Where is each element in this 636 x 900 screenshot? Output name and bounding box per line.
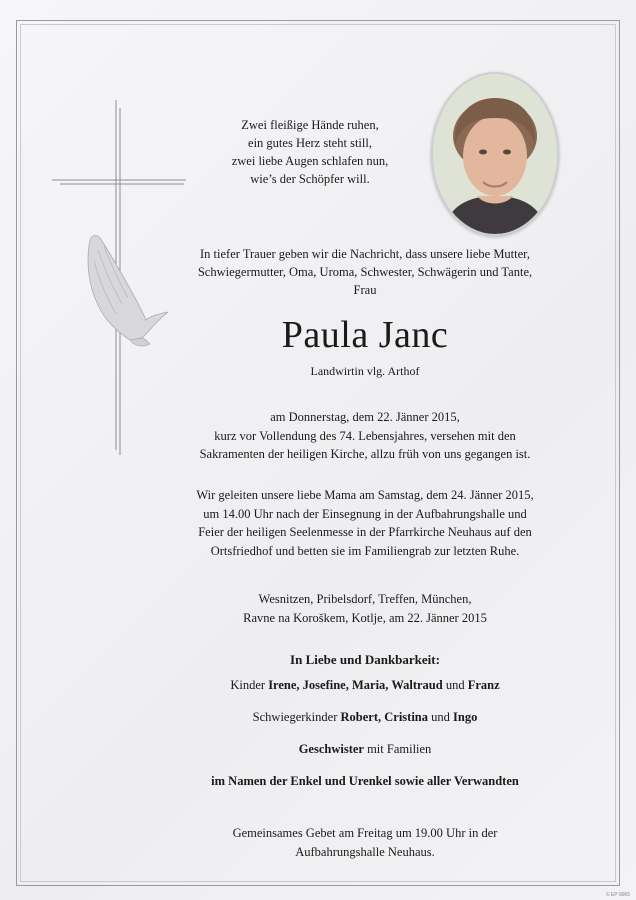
children-prefix: Kinder [230,678,266,692]
relatives-siblings [120,741,610,757]
places-and-date [150,590,580,627]
children-names: Irene, Josefine, Maria, Waltraud [268,678,443,692]
portrait-icon [433,74,557,234]
poem-line: zwei liebe Augen schlafen nun, [231,154,389,168]
prayer-line: Gemeinsames Gebet am Freitag um 19.00 Uhr in der [232,826,498,840]
poem [200,116,420,188]
siblings-label: Geschwister [298,742,364,756]
relatives-children [120,677,610,693]
relatives-inlaws [120,709,610,725]
relatives-grandchildren [120,773,610,789]
death-line: kurz vor Vollendung des 74. Lebensjahres, versehen mit den [214,428,516,443]
funeral-line: Ortsfriedhof und betten sie im Familiengrab zur letzten Ruhe. [210,543,520,558]
funeral-line: Feier der heiligen Seelenmesse in der Pfarrkirche Neuhaus auf den [198,525,532,539]
inlaws-and: und [431,710,450,724]
poem-line: wie’s der Schöpfer will. [250,172,370,186]
prayer-line: Aufbahrungshalle Neuhaus. [295,844,435,859]
intro-text [170,245,560,299]
portrait-photo [431,72,559,236]
inlaws-names: Robert, Cristina [340,710,428,724]
praying-hands-icon [88,236,168,347]
places-line: Ravne na Koroškem, Kotlje, am 22. Jänner 2015 [243,610,487,625]
death-line: Sakramenten der heiligen Kirche, allzu früh von uns gegangen ist. [199,447,531,461]
grandchildren-text: im Namen der Enkel und Urenkel sowie aller Verwandten [211,774,519,788]
deceased-name: Paula Janc [281,314,449,356]
death-notice [150,408,580,464]
cross-with-praying-hands-icon [50,100,190,455]
funeral-line: Wir geleiten unsere liebe Mama am Samstag, dem 24. Jänner 2015, [196,488,534,502]
siblings-rest: mit Familien [367,742,432,756]
death-line: am Donnerstag, dem 22. Jänner 2015, [270,410,460,424]
children-last: Franz [467,678,500,692]
funeral-line: um 14.00 Uhr nach der Einsegnung in der Aufbahrungshalle und [203,506,527,521]
inlaws-prefix: Schwiegerkinder [252,710,338,724]
places-line: Wesnitzen, Pribelsdorf, Treffen, München, [258,592,472,606]
poem-line: ein gutes Herz steht still, [248,136,372,150]
intro-line: Schwiegermutter, Oma, Uroma, Schwester, Schwägerin und Tante, [197,265,533,279]
prayer-notice [150,824,580,861]
intro-line: In tiefer Trauer geben wir die Nachricht, dass unsere liebe Mutter, [200,247,530,261]
thanks-title: In Liebe und Dankbarkeit: [290,652,440,667]
intro-line: Frau [353,283,377,297]
inlaws-last: Ingo [453,710,478,724]
children-and: und [445,678,465,692]
poem-line: Zwei fleißige Hände ruhen, [241,118,379,132]
funeral-notice [150,486,580,560]
deceased-occupation: Landwirtin vlg. Arthof [310,364,420,378]
watermark: © EP 9065 [605,892,630,898]
